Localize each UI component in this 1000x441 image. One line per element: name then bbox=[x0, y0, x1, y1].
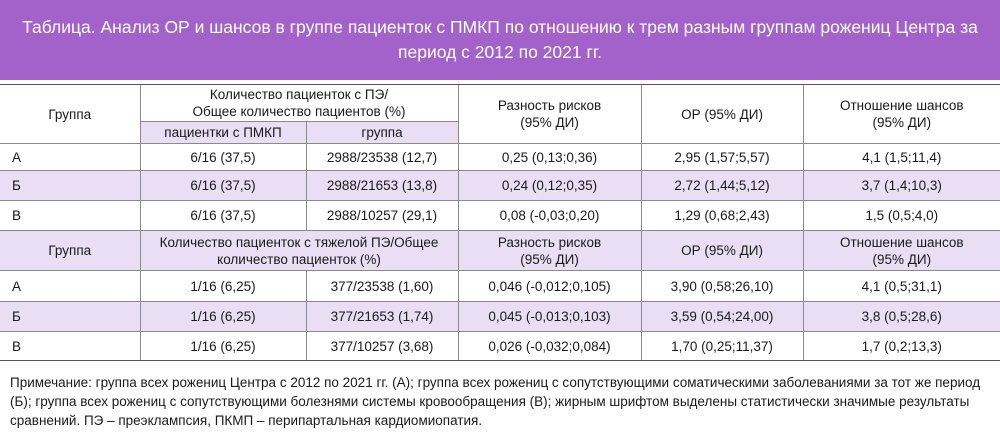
table-row bbox=[0, 144, 1000, 171]
table-row bbox=[0, 332, 1000, 361]
results-table bbox=[0, 84, 1000, 361]
cell-group-count: 377/21653 (1,74) bbox=[306, 302, 458, 332]
subheader-group: группа bbox=[306, 122, 458, 144]
cell-pmkp: 1/16 (6,25) bbox=[140, 271, 306, 302]
row-group: В bbox=[0, 201, 140, 231]
header-odds: Отношение шансов (95% ДИ) bbox=[803, 85, 1000, 144]
header-odds-2: Отношение шансов (95% ДИ) bbox=[803, 231, 1000, 271]
table-row bbox=[0, 171, 1000, 201]
header-group: Группа bbox=[0, 85, 140, 144]
header-or: ОР (95% ДИ) bbox=[641, 85, 803, 144]
cell-odds: 1,7 (0,2;13,3) bbox=[803, 332, 1000, 361]
cell-group-count: 377/23538 (1,60) bbox=[306, 271, 458, 302]
table-row bbox=[0, 271, 1000, 302]
cell-odds: 1,5 (0,5;4,0) bbox=[803, 201, 1000, 231]
cell-or: 2,95 (1,57;5,57) bbox=[641, 144, 803, 171]
header-group-2: Группа bbox=[0, 231, 140, 271]
cell-risk-diff: 0,045 (-0,013;0,103) bbox=[458, 302, 641, 332]
cell-odds: 3,7 (1,4;10,3) bbox=[803, 171, 1000, 201]
cell-group-count: 2988/10257 (29,1) bbox=[306, 201, 458, 231]
cell-risk-diff: 0,08 (-0,03;0,20) bbox=[458, 201, 641, 231]
header-risk-diff-2: Разность рисков (95% ДИ) bbox=[458, 231, 641, 271]
cell-odds: 4,1 (1,5;11,4) bbox=[803, 144, 1000, 171]
header-risk-diff: Разность рисков (95% ДИ) bbox=[458, 85, 641, 144]
cell-or: 2,72 (1,44;5,12) bbox=[641, 171, 803, 201]
cell-risk-diff: 0,25 (0,13;0,36) bbox=[458, 144, 641, 171]
table-note: Примечание: группа всех рожениц Центра с 2012 по 2021 гг. (А); группа всех рожениц с сопутствующими соматическими заболеваниями за тот же период (Б); группа всех рожениц с сопутствующими болезнями системы кровообращения (В); жирным шрифтом выделены статистически значимые результаты сравнений. ПЭ – преэклампсия, ПКМП – перипартальная кардиомиопатия. bbox=[10, 375, 981, 428]
cell-risk-diff: 0,046 (-0,012;0,105) bbox=[458, 271, 641, 302]
cell-odds: 4,1 (0,5;31,1) bbox=[803, 271, 1000, 302]
cell-pmkp: 1/16 (6,25) bbox=[140, 302, 306, 332]
cell-risk-diff: 0,026 (-0,032;0,084) bbox=[458, 332, 641, 361]
table-row bbox=[0, 302, 1000, 332]
header-or-2: ОР (95% ДИ) bbox=[641, 231, 803, 271]
row-group: В bbox=[0, 332, 140, 361]
cell-or: 3,59 (0,54;24,00) bbox=[641, 302, 803, 332]
cell-group-count: 2988/21653 (13,8) bbox=[306, 171, 458, 201]
cell-or: 1,29 (0,68;2,43) bbox=[641, 201, 803, 231]
table-title: Таблица. Анализ ОР и шансов в группе пациенток с ПМКП по отношению к трем разным группам рожениц Центра за период с 2012 по 2021 гг. bbox=[0, 0, 1000, 80]
table-row bbox=[0, 201, 1000, 231]
cell-pmkp: 6/16 (37,5) bbox=[140, 144, 306, 171]
cell-group-count: 2988/23538 (12,7) bbox=[306, 144, 458, 171]
row-group: Б bbox=[0, 302, 140, 332]
cell-odds: 3,8 (0,5;28,6) bbox=[803, 302, 1000, 332]
cell-or: 1,70 (0,25;11,37) bbox=[641, 332, 803, 361]
row-group: Б bbox=[0, 171, 140, 201]
header-count-2: Количество пациенток с тяжелой ПЭ/Общее количество пациенток (%) bbox=[140, 231, 458, 271]
cell-pmkp: 1/16 (6,25) bbox=[140, 332, 306, 361]
row-group: А bbox=[0, 271, 140, 302]
row-group: А bbox=[0, 144, 140, 171]
cell-risk-diff: 0,24 (0,12;0,35) bbox=[458, 171, 641, 201]
cell-or: 3,90 (0,58;26,10) bbox=[641, 271, 803, 302]
cell-group-count: 377/10257 (3,68) bbox=[306, 332, 458, 361]
header-count: Количество пациенток с ПЭ/ Общее количество пациентов (%) bbox=[140, 85, 458, 122]
subheader-pmkp: пациентки с ПМКП bbox=[140, 122, 306, 144]
cell-pmkp: 6/16 (37,5) bbox=[140, 201, 306, 231]
cell-pmkp: 6/16 (37,5) bbox=[140, 171, 306, 201]
